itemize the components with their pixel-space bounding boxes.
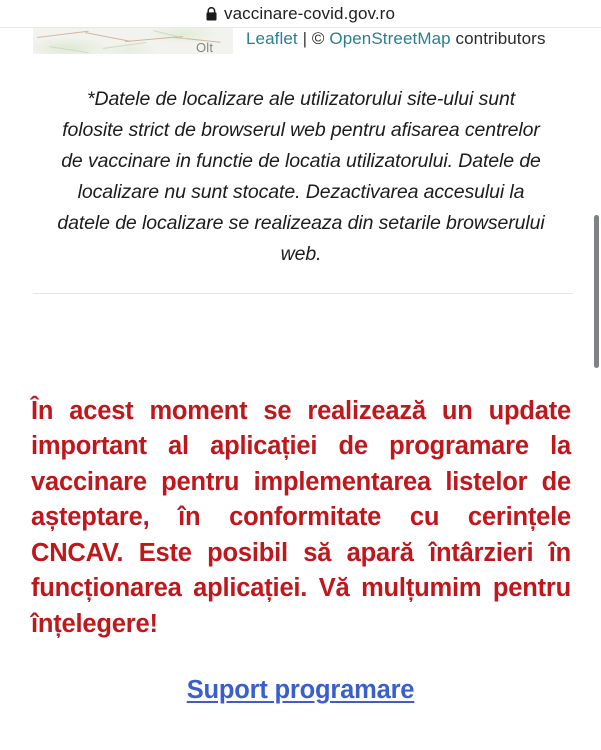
update-notice: În acest moment se realizează un update important al aplicației de programare la vaccinare pentru implementarea listelor de așteptare, în conformitate cu cerințele CNCAV. Este posibil să apară întârzieri în funcționarea aplicației. Vă mulțumim pentru înțelegere!: [31, 396, 571, 638]
geolocation-disclaimer: *Datele de localizare ale utilizatorului site-ului sunt folosite strict de browserul web pentru afisarea centrelor de vaccinare in functie de locatia utilizatorului. Datele de localizare nu sunt stocate. Dezactivarea accesului la datele de localizare se realizeaza din setarile browserului web.: [57, 87, 545, 265]
lock-icon: [206, 7, 217, 21]
support-programare-link[interactable]: Suport programare: [186, 676, 415, 704]
attribution-suffix: contributors: [450, 29, 546, 48]
leaflet-link[interactable]: Leaflet: [246, 29, 298, 48]
openstreetmap-link[interactable]: OpenStreetMap: [329, 29, 451, 48]
url-text: vaccinare-covid.gov.ro: [223, 4, 395, 23]
url-bar-content[interactable]: [206, 5, 395, 22]
support-link-row: [0, 676, 601, 705]
page-scrollbar-track[interactable]: [593, 28, 601, 750]
page-viewport: [0, 28, 601, 750]
copyright-symbol: ©: [311, 29, 330, 48]
map-place-label: Olt: [196, 40, 214, 54]
browser-url-bar[interactable]: [0, 0, 601, 28]
page-scrollbar-thumb[interactable]: [594, 215, 599, 368]
map-attribution: [246, 29, 546, 49]
map-strip: [0, 28, 601, 54]
attribution-separator: |: [297, 29, 312, 48]
section-divider: [33, 293, 573, 294]
